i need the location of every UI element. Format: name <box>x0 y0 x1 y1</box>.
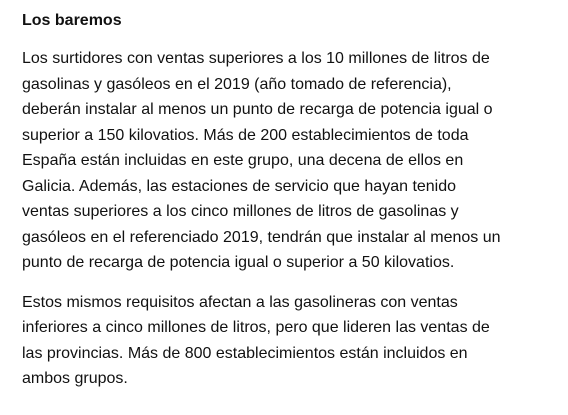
paragraph-2: Estos mismos requisitos afectan a las gasolineras con ventas inferiores a cinco millones de litros, pero que lideren las ventas de las provincias. Más de 800 establecimientos están incluidos en ambos grupos. <box>22 293 490 387</box>
section-heading: Los baremos <box>22 12 122 29</box>
paragraph-1: Los surtidores con ventas superiores a los 10 millones de litros de gasolinas y gasóleos en el 2019 (año tomado de referencia), deberán instalar al menos un punto de recarga de potencia igual o superior a 150 kilovatios. Más de 200 establecimientos de toda España están incluidas en este grupo, una decena de ellos en Galicia. Además, las estaciones de servicio que hayan tenido ventas superiores a los cinco millones de litros de gasolinas y gasóleos en el referenciado 2019, tendrán que instalar al menos un punto de recarga de potencia igual o superior a 50 kilovatios. <box>22 50 501 271</box>
article-section <box>22 10 552 406</box>
